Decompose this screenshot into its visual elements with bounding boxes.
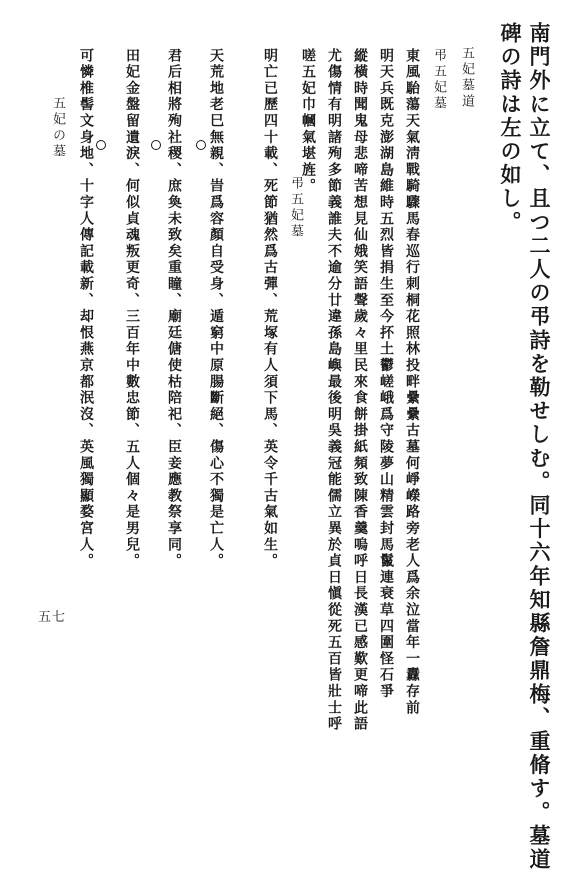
poem1-line-5: 嗟五妃巾幗氣堪旌。 bbox=[300, 48, 316, 195]
poem1-line-3: 縱橫時聞鬼母悲啼苦想見仙娥笑語聲歲々里民來食餅掛紙頻致陳香羹嗚呼日長漢已感歎更啼此語 bbox=[352, 48, 368, 733]
poem2-line-1: 明亡已歷四十載、死節猶然爲古彈、荒塚有人須下馬、英令千古氣如生。 bbox=[262, 48, 278, 570]
poem1-title: 弔五妃墓 bbox=[431, 48, 446, 112]
poem3-line-1: 天荒地老巳無親、旹爲容顏自受身、遁窮中原腸斷絕、傷心不獨是亡人。 bbox=[208, 48, 224, 570]
header-line-2: 碑の詩は左の如し。 bbox=[498, 22, 523, 235]
poem3-line-3: 田妃金盤留遺淚、何似貞魂叛更奇、三百年中數忠節、五人個々是男兒。 bbox=[124, 48, 140, 570]
section-heading: 五妃の墓 bbox=[50, 96, 65, 160]
poem3-line-2: 君后相將殉社稷、庶奐未致矣重瞳、廟廷傏使枯陪祀、臣妾應教祭享同。 bbox=[166, 48, 182, 570]
circle-marker bbox=[196, 140, 206, 150]
poem4-line-1: 可憐椎髻文身地、十字人傳記載新、却恨燕京都泯沒、英風獨顯婺宮人。 bbox=[78, 48, 94, 570]
poem2-title: 弔五妃墓 bbox=[288, 176, 303, 240]
circle-marker bbox=[96, 140, 106, 150]
poem1-line-1: 東風駘蕩天氣淸戰騎驟馬春巡行刺桐花照林投畔纍纍古墓何崢嶸路旁老人爲余泣當年一纛存前 bbox=[404, 48, 420, 717]
poem1-heading: 五妃墓道 bbox=[459, 46, 474, 110]
page-number: 五七 bbox=[38, 610, 67, 625]
circle-marker bbox=[151, 140, 161, 150]
poem1-line-4: 尤傷情有明諸殉多節義誰夫不逾分廿違孫島嶼最後明吳義冠能儒立異於貞日愼從死五百皆壯士呼 bbox=[326, 48, 342, 733]
poem1-line-2: 明天兵既克澎湖島維時五烈皆捐生至今抔土鬱嵯峨爲守陵夢山精雲封馬鬣連衰草四圍怪石爭 bbox=[378, 48, 394, 700]
header-line-1: 南門外に立て、且つ二人の弔詩を勒せしむ。同十六年知縣詹鼎梅、重脩す。墓道 bbox=[527, 22, 552, 872]
